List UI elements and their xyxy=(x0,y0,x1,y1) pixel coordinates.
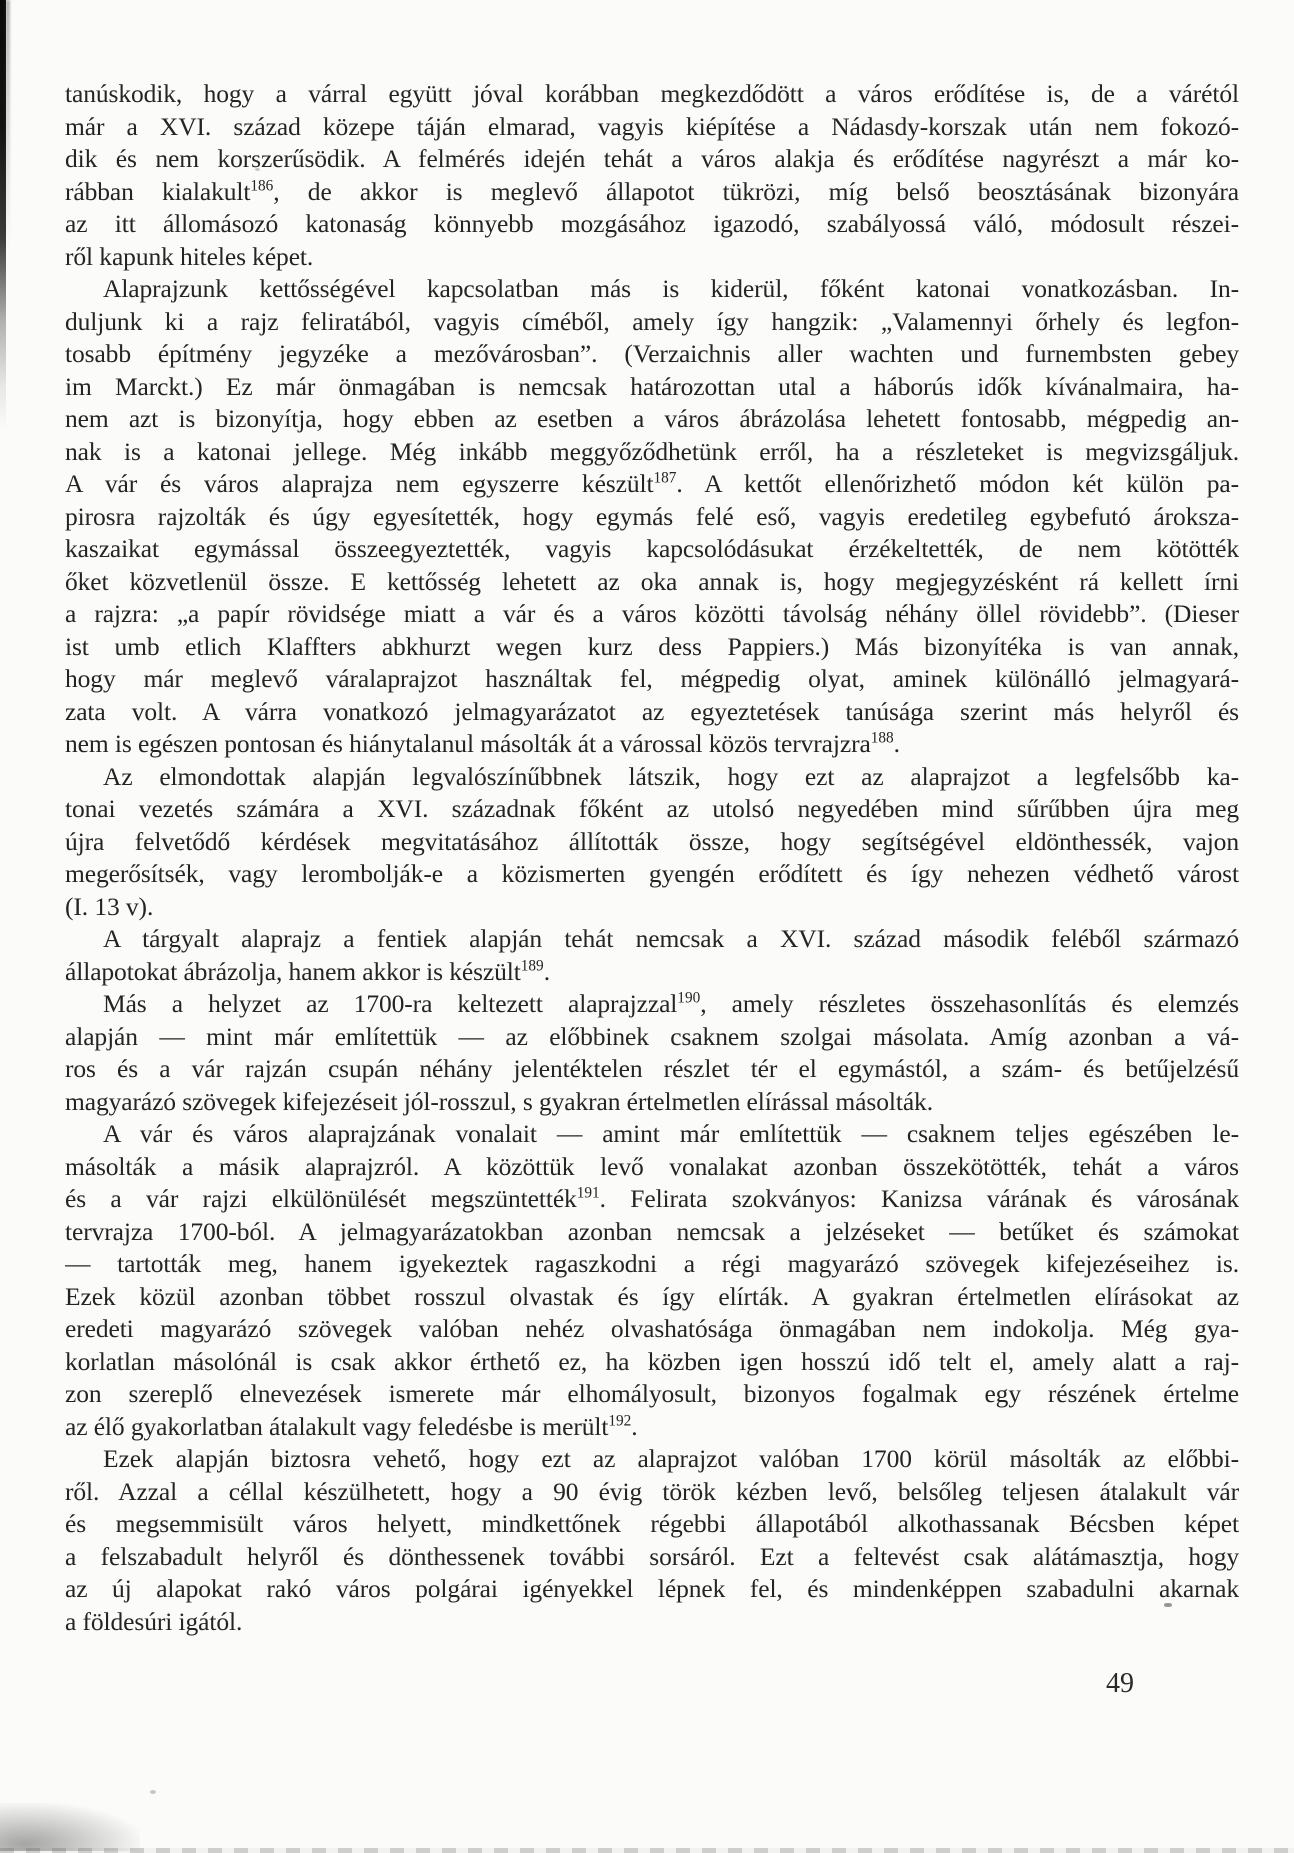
paragraph xyxy=(65,761,1239,924)
text-line: A vár és város alaprajza nem egyszerre készült$^{187}$. A kettőt ellenőrizhető módon két külön pa- xyxy=(65,469,1239,498)
paragraph xyxy=(65,273,1239,761)
text-line: és a vár rajzi elkülönülését megszüntették$^{191}$. Felirata szokványos: Kanizsa várának és városának xyxy=(65,1184,1239,1213)
text-line: kaszaikat egymással összeegyeztették, vagyis kapcsolódásukat érzékeltették, de nem kötötték xyxy=(65,534,1239,563)
text-line: magyarázó szövegek kifejezéseit jól-rosszul, s gyakran értelmetlen elírással másolták. xyxy=(65,1086,933,1116)
text-line: Ezek közül azonban többet rosszul olvastak és így elírták. A gyakran értelmetlen elírásokat az xyxy=(65,1281,1239,1311)
page-number: 49 xyxy=(1106,1668,1134,1699)
text-line: ist umb etlich Klaffters abkhurzt wegen kurz dess Pappiers.) Más bizonyítéka is van annak, xyxy=(65,631,1239,661)
footnote-ref: 188 xyxy=(870,729,894,747)
text-line: az itt állomásozó katonaság könnyebb mozgásához igazodó, szabályossá váló, módosult részei- xyxy=(65,209,1239,238)
text-line: már a XVI. század közepe táján elmarad, vagyis kiépítése a Nádasdy-korszak után nem fokozó- xyxy=(65,111,1239,141)
footnote-ref: 191 xyxy=(576,1184,600,1202)
text-line: im Marckt.) Ez már önmagában is nemcsak határozottan utal a háborús idők kívánalmaira, ha- xyxy=(65,371,1239,401)
text-line: a rajzra: „a papír rövidsége miatt a vár és a város közötti távolság néhány öllel rövidebb”. (Dieser xyxy=(65,599,1239,628)
text-line: hogy már meglevő váralaprajzot használtak fel, mégpedig olyat, aminek különálló jelmagyará- xyxy=(65,664,1239,693)
text-line: az élő gyakorlatban átalakult vagy feledésbe is merült$^{192}$. xyxy=(65,1411,638,1441)
text-line: alapján — mint már említettük — az előbbinek csaknem szolgai másolata. Amíg azonban a vá- xyxy=(65,1021,1239,1051)
scan-artifact-bottom-edge xyxy=(0,1848,1294,1853)
text-line: eredeti magyarázó szövegek valóban nehéz olvashatósága önmagában nem indokolja. Még gya- xyxy=(65,1314,1239,1343)
text-line: a felszabadult helyről és dönthessenek további sorsáról. Ezt a feltevést csak alátámasztja, hogy xyxy=(65,1541,1239,1571)
text-line: nem is egészen pontosan és hiánytalanul másolták át a várossal közös tervrajzra$^{188}$. xyxy=(65,729,900,758)
text-line: nem azt is bizonyítja, hogy ebben az esetben a város ábrázolása lehetett fontosabb, mégpedig an- xyxy=(65,404,1239,433)
paragraph xyxy=(65,923,1239,988)
text-line: ről kapunk hiteles képet. xyxy=(65,241,314,271)
text-line: korlatlan másolónál is csak akkor érthető ez, ha közben igen hosszú idő telt el, amely alatt a raj- xyxy=(65,1346,1239,1376)
text-line: dik és nem korszerűsödik. A felmérés idején tehát a város alakja és erődítése nagyrészt a már ko- xyxy=(65,144,1239,173)
scan-artifact-left-edge xyxy=(0,0,6,430)
text-line: az új alapokat rakó város polgárai igényekkel lépnek fel, és mindenképpen szabadulni akarnak xyxy=(65,1574,1239,1603)
footnote-ref: 187 xyxy=(653,469,677,487)
paragraph xyxy=(65,78,1239,273)
text-line: állapotokat ábrázolja, hanem akkor is készült$^{189}$. xyxy=(65,956,550,986)
text-line: őket közvetlenül össze. E kettősség lehetett az oka annak is, hogy megjegyzésként rá kellett írni xyxy=(65,566,1239,596)
text-line: másolták a másik alaprajzról. A közöttük levő vonalakat azonban összekötötték, tehát a város xyxy=(65,1151,1239,1181)
scan-speck xyxy=(150,1790,156,1794)
text-line: A vár és város alaprajzának vonalait — amint már említettük — csaknem teljes egészében le- xyxy=(103,1119,1239,1148)
text-line: (I. 13 v). xyxy=(65,891,154,921)
text-line: — tartották meg, hanem igyekeztek ragaszkodni a régi magyarázó szövegek kifejezéseihez is. xyxy=(65,1249,1239,1278)
text-line: tonai vezetés számára a XVI. századnak főként az utolsó negyedében mind sűrűbben újra meg xyxy=(65,794,1239,823)
text-line: zata volt. A várra vonatkozó jelmagyarázatot az egyeztetések tanúsága szerint más helyről és xyxy=(65,696,1239,726)
footnote-ref: 186 xyxy=(250,177,274,194)
paragraph xyxy=(65,1443,1239,1638)
scan-artifact-bottom-left-smudge xyxy=(0,1803,140,1851)
text-block xyxy=(65,78,1239,1638)
text-line: a földesúri igától. xyxy=(65,1606,243,1636)
text-line: újra felvetődő kérdések megvitatásához állították össze, hogy segítségével eldönthessék, vajon xyxy=(65,826,1239,856)
text-line: Más a helyzet az 1700-ra keltezett alaprajzzal$^{190}$, amely részletes összehasonlítás és elemzés xyxy=(103,989,1239,1018)
scan-artifact-left-edge-shadow xyxy=(5,0,10,250)
text-line: és megsemmisült város helyett, mindkettőnek régebbi állapotából alkothassanak Bécsben képet xyxy=(65,1509,1239,1538)
text-line: A tárgyalt alaprajz a fentiek alapján tehát nemcsak a XVI. század második feléből származó xyxy=(103,924,1239,953)
text-line: nak is a katonai jellege. Még inkább meggyőződhetünk erről, ha a részleteket is megvizsgáljuk. xyxy=(65,436,1239,466)
text-line: zon szereplő elnevezések ismerete már elhomályosult, bizonyos fogalmak egy részének értelme xyxy=(65,1379,1239,1408)
text-line: tanúskodik, hogy a várral együtt jóval korábban megkezdődött a város erődítése is, de a várétól xyxy=(65,79,1239,108)
text-line: ről. Azzal a céllal készülhetett, hogy a 90 évig török kézben levő, belsőleg teljesen átalakult vár xyxy=(65,1476,1239,1506)
paragraph xyxy=(65,1118,1239,1443)
text-line: Ezek alapján biztosra vehető, hogy ezt az alaprajzot valóban 1700 körül másolták az előbbi- xyxy=(103,1444,1239,1473)
text-line: rábban kialakult$^{186}$, de akkor is meglevő állapotot tükrözi, míg belső beosztásának bizonyára xyxy=(65,176,1239,206)
text-line: pirosra rajzolták és úgy egyesítették, hogy egymás felé eső, vagyis eredetileg egybefutó ároksza- xyxy=(65,501,1239,531)
paragraph xyxy=(65,988,1239,1118)
text-line: megerősítsék, vagy lerombolják-e a közismerten gyengén erődített és így nehezen védhető várost xyxy=(65,859,1239,888)
text-line: duljunk ki a rajz feliratából, vagyis címéből, amely így hangzik: „Valamennyi őrhely és legfon- xyxy=(65,306,1239,336)
text-line: Az elmondottak alapján legvalószínűbbnek látszik, hogy ezt az alaprajzot a legfelsőbb ka- xyxy=(103,761,1239,791)
text-line: tosabb építmény jegyzéke a mezővárosban”. (Verzaichnis aller wachten und furnembsten gebey xyxy=(65,339,1239,368)
text-line: tervrajza 1700-ból. A jelmagyarázatokban azonban nemcsak a jelzéseket — betűket és számokat xyxy=(65,1216,1239,1246)
text-line: ros és a vár rajzán csupán néhány jelentéktelen részlet tér el egymástól, a szám- és betűjelzésű xyxy=(65,1054,1239,1083)
footnote-ref: 192 xyxy=(608,1412,632,1429)
footnote-ref: 190 xyxy=(677,989,701,1007)
text-line: Alaprajzunk kettősségével kapcsolatban más is kiderül, főként katonai vonatkozásban. In- xyxy=(103,274,1239,303)
footnote-ref: 189 xyxy=(520,957,544,974)
